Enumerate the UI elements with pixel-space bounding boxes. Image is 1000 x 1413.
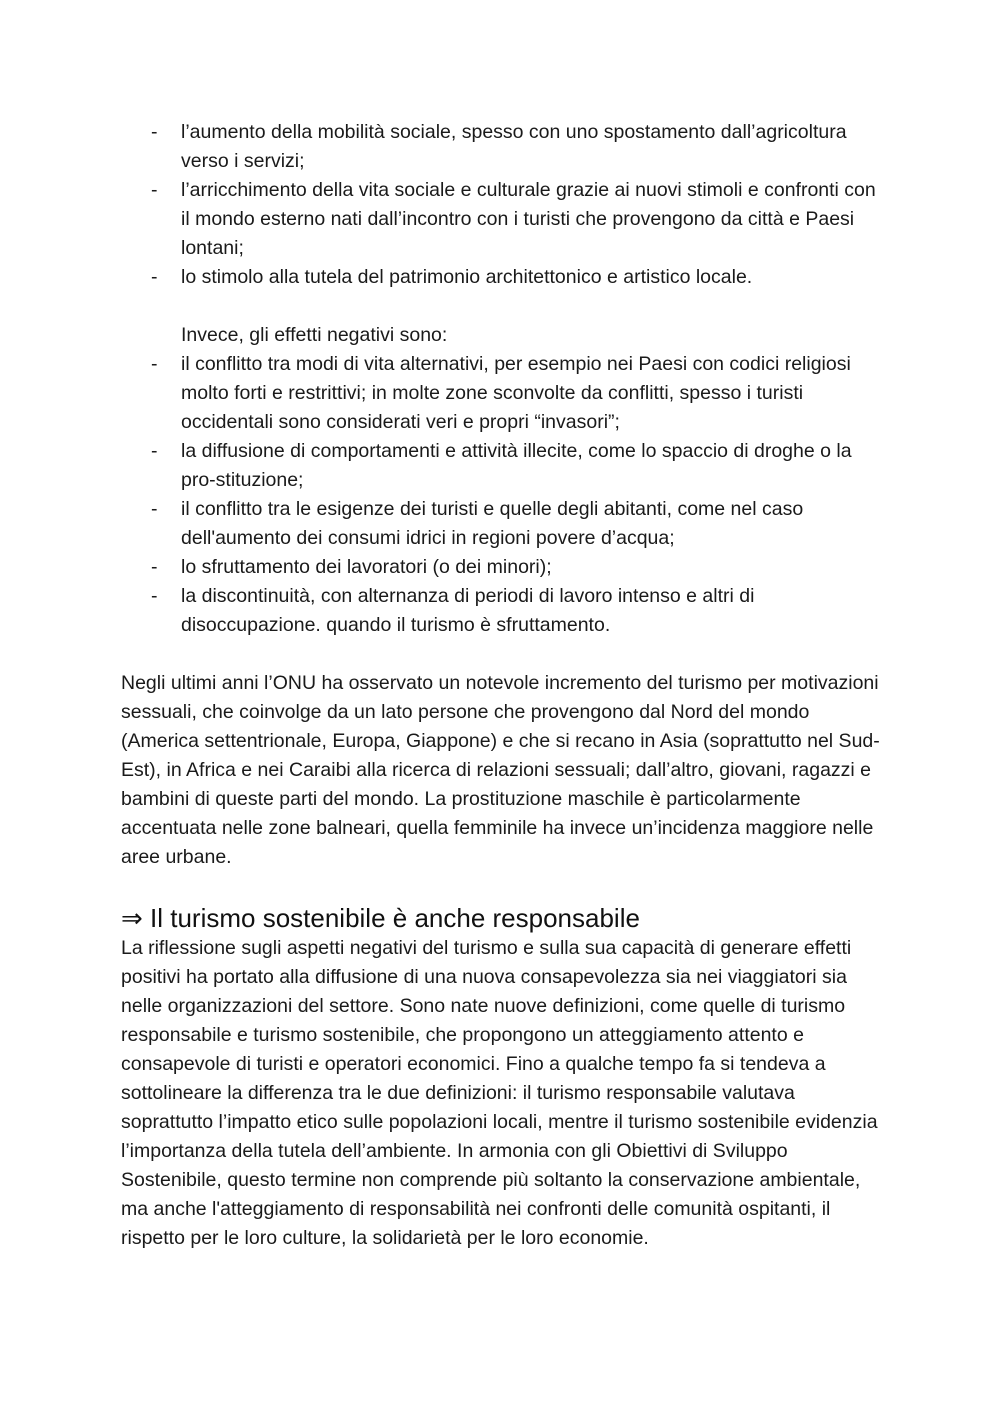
list-item xyxy=(121,437,881,495)
list-item-text: la diffusione di comportamenti e attività illecite, come lo spaccio di droghe o la pro-stituzione; xyxy=(181,440,852,491)
bullet-dash: - xyxy=(151,121,158,143)
list-item-text: l’aumento della mobilità sociale, spesso con uno spostamento dall’agricoltura verso i servizi; xyxy=(181,121,847,172)
bullet-dash: - xyxy=(151,179,158,201)
list-item-text: l’arricchimento della vita sociale e culturale grazie ai nuovi stimoli e confronti con il mondo esterno nati dall’incontro con i turisti che provengono da città e Paesi lontani; xyxy=(181,179,876,259)
list-item-text: lo stimolo alla tutela del patrimonio architettonico e artistico locale. xyxy=(181,266,753,288)
document-page xyxy=(121,118,881,1253)
list-item xyxy=(121,350,881,437)
bullet-dash: - xyxy=(151,585,158,607)
list-item xyxy=(121,582,881,640)
list-item-text: il conflitto tra modi di vita alternativi, per esempio nei Paesi con codici religiosi molto forti e restrittivi; in molte zone sconvolte da conflitti, spesso i turisti occidentali sono considerati veri e propri “invasori”; xyxy=(181,353,851,433)
positive-effects-list xyxy=(121,118,881,292)
bullet-dash: - xyxy=(151,353,158,375)
list-item-text: la discontinuità, con alternanza di periodi di lavoro intenso e altri di disoccupazione. quando il turismo è sfruttamento. xyxy=(181,585,755,636)
list-item xyxy=(121,495,881,553)
list-item-text: il conflitto tra le esigenze dei turisti e quelle degli abitanti, come nel caso dell'aumento dei consumi idrici in regioni povere d’acqua; xyxy=(181,498,804,549)
bullet-dash: - xyxy=(151,440,158,462)
bullet-dash: - xyxy=(151,556,158,578)
onu-paragraph: Negli ultimi anni l’ONU ha osservato un notevole incremento del turismo per motivazioni sessuali, che coinvolge da un lato persone che provengono dal Nord del mondo (America settentrionale, Europa, Giappone) e che si recano in Asia (soprattutto nel Sud-Est), in Africa e nei Caraibi alla ricerca di relazioni sessuali; dall’altro, giovani, ragazzi e bambini di queste parti del mondo. La prostituzione maschile è particolarmente accentuata nelle zone balneari, quella femminile ha invece un’incidenza maggiore nelle aree urbane. xyxy=(121,672,880,868)
bullet-dash: - xyxy=(151,498,158,520)
negative-effects-list xyxy=(121,350,881,640)
list-item xyxy=(121,118,881,176)
list-item-text: lo sfruttamento dei lavoratori (o dei minori); xyxy=(181,556,552,578)
sustainable-tourism-paragraph: La riflessione sugli aspetti negativi del turismo e sulla sua capacità di generare effetti positivi ha portato alla diffusione di una nuova consapevolezza sia nei viaggiatori sia nelle organizzazioni del settore. Sono nate nuove definizioni, come quelle di turismo responsabile e turismo sostenibile, che propongono un atteggiamento attento e consapevole di turisti e operatori economici. Fino a qualche tempo fa si tendeva a sottolineare la differenza tra le due definizioni: il turismo responsabile valutava soprattutto l’impatto etico sulle popolazioni locali, mentre il turismo sostenibile evidenzia l’importanza della tutela dell’ambiente. In armonia con gli Obiettivi di Sviluppo Sostenibile, questo termine non comprende più soltanto la conservazione ambientale, ma anche l'atteggiamento di responsabilità nei confronti delle comunità ospitanti, il rispetto per le loro culture, la solidarietà per le loro economie. xyxy=(121,937,878,1249)
list-item xyxy=(121,176,881,263)
negative-effects-intro: Invece, gli effetti negativi sono: xyxy=(181,324,448,346)
list-item xyxy=(121,553,881,582)
list-item xyxy=(121,263,881,292)
bullet-dash: - xyxy=(151,266,158,288)
section-heading: ⇒ Il turismo sostenibile è anche responsabile xyxy=(121,903,640,933)
